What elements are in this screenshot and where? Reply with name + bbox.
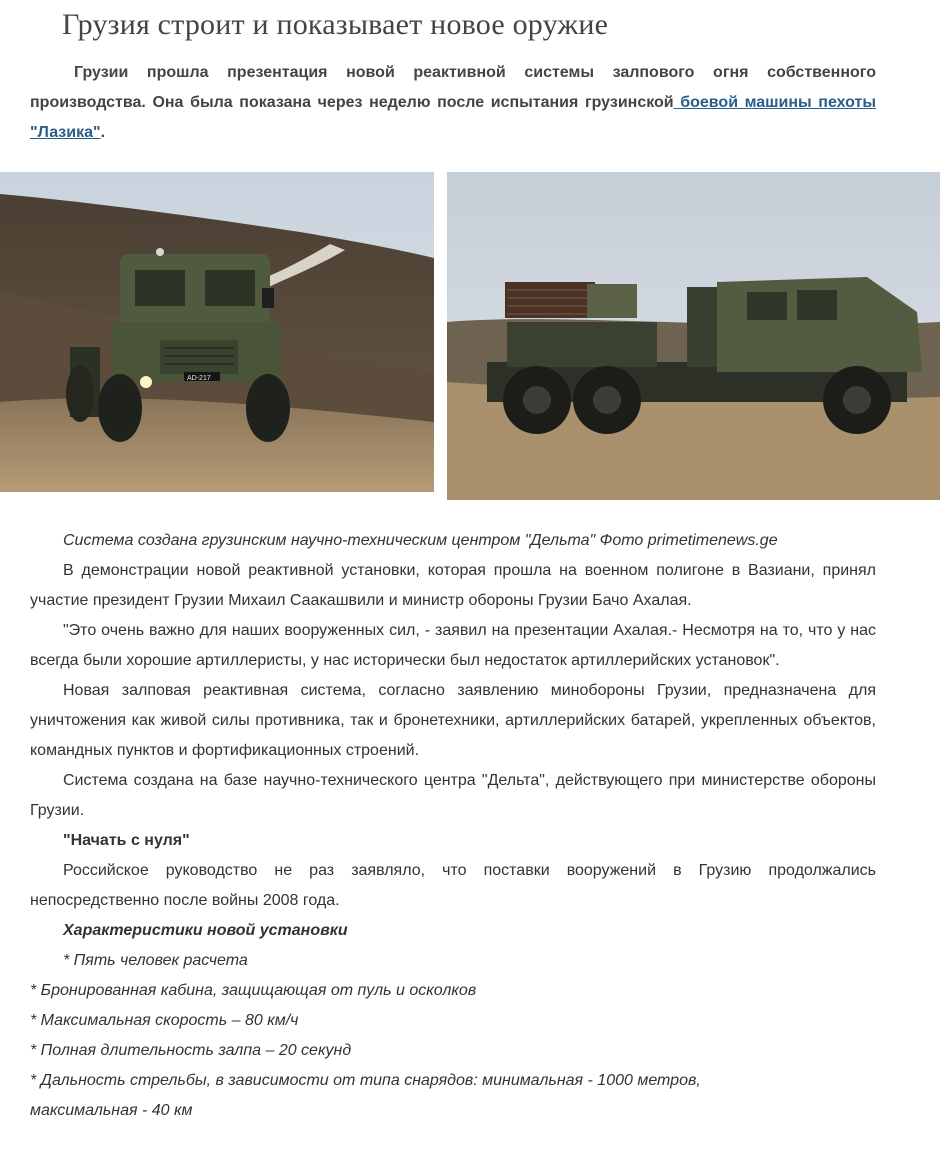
paragraph: Система создана на базе научно-технического центра "Дельта", действующего при министерстве обороны Грузии.: [30, 772, 876, 819]
lead-end: .: [100, 124, 106, 141]
spec-item: * Максимальная скорость – 80 км/ч: [30, 1012, 299, 1029]
lazika-link[interactable]: боевой машины пехоты "Лазика": [30, 94, 877, 141]
rocket-launcher-side-image: [447, 172, 940, 500]
paragraph: Российское руководство не раз заявляло, что поставки вооружений в Грузию продолжались непосредственно после войны 2008 года.: [30, 862, 876, 909]
paragraph: В демонстрации новой реактивной установки, которая прошла на военном полигоне в Вазиани, принял участие президент Грузии Михаил Саакашвили и министр обороны Грузии Бачо Ахалая.: [30, 562, 876, 609]
photo-armored-truck-front: [0, 172, 434, 492]
photo-rocket-launcher-side: [447, 172, 940, 500]
paragraph: "Это очень важно для наших вооруженных сил, - заявил на презентации Ахалая.- Несмотря на то, что у нас всегда были хорошие артиллеристы, у нас исторически был недостаток артиллерийских установок".: [30, 622, 876, 669]
article-lead: [30, 58, 876, 148]
spec-item: * Полная длительность залпа – 20 секунд: [30, 1042, 352, 1059]
article-title: Грузия строит и показывает новое оружие: [62, 8, 609, 41]
lead-text: Грузии прошла презентация новой реактивной системы залпового огня собственного производства. Она была показана через неделю после испытания грузинской: [30, 64, 876, 111]
photo-caption: Система создана грузинским научно-техническим центром "Дельта" Фото primetimenews.ge: [63, 532, 778, 549]
subheading: "Начать с нуля": [63, 832, 190, 849]
paragraph: Новая залповая реактивная система, согласно заявлению минобороны Грузии, предназначена для уничтожения как живой силы противника, так и бронетехники, артиллерийских батарей, укрепленных объектов, командных пунктов и фортификационных строений.: [30, 682, 876, 759]
specs-heading: Характеристики новой установки: [63, 922, 348, 939]
article-body: [30, 526, 876, 1126]
spec-item: * Пять человек расчета: [63, 952, 248, 969]
spec-item: * Дальность стрельбы, в зависимости от типа снарядов: минимальная - 1000 метров, максимальная - 40 км: [30, 1072, 701, 1119]
armored-truck-front-image: [0, 172, 434, 492]
license-plate: AD-217: [187, 375, 211, 382]
spec-item: * Бронированная кабина, защищающая от пуль и осколков: [30, 982, 477, 999]
